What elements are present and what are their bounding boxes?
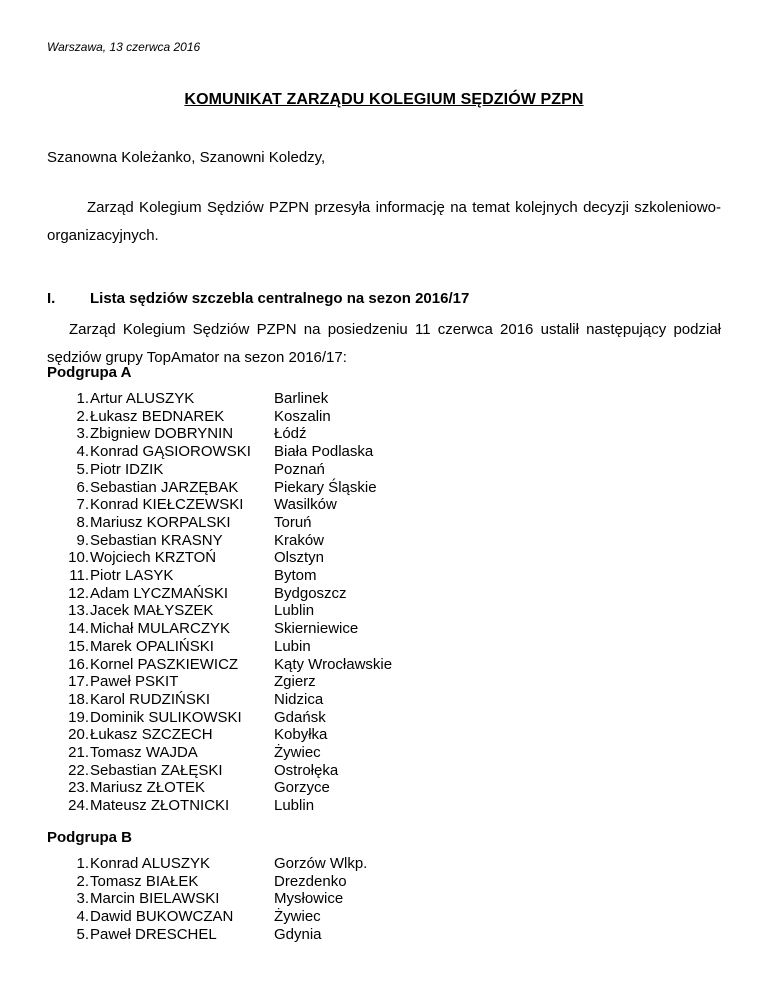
list-item-number: 19. [68,708,89,726]
referee-city: Piekary Śląskie [274,478,377,496]
referee-list-item [47,496,392,514]
referee-list-item [47,673,392,691]
section-number: I. [47,290,56,307]
list-item-number: 3. [76,425,89,443]
referee-list-item [47,514,392,532]
list-item-number: 7. [76,496,89,514]
referee-name: Paweł DRESCHEL [90,925,217,943]
referee-city: Olsztyn [274,549,325,567]
referee-city: Bydgoszcz [274,584,347,602]
referee-city: Koszalin [274,407,331,425]
referee-list-item [47,726,392,744]
referee-city: Żywiec [274,744,321,762]
referee-name: Łukasz SZCZECH [90,726,213,744]
greeting: Szanowna Koleżanko, Szanowni Koledzy, [47,149,326,166]
referee-name: Artur ALUSZYK [90,390,195,407]
referee-list-item [47,744,392,762]
list-item-number: 10. [68,549,89,567]
list-item-number: 12. [68,584,89,602]
list-item-number: 22. [68,761,89,779]
referee-name: Adam LYCZMAŃSKI [90,584,229,602]
referee-name: Konrad GĄSIOROWSKI [90,443,251,461]
referee-list-item [47,762,392,780]
referee-name: Łukasz BEDNAREK [90,407,225,425]
referee-list-item [47,425,392,443]
referee-city: Nidzica [274,690,324,708]
referee-name: Konrad ALUSZYK [90,855,211,872]
referee-city: Gorzów Wlkp. [274,855,368,872]
subgroup-b-list [47,855,367,944]
referee-city: Kraków [274,531,325,549]
referee-name: Marek OPALIŃSKI [90,637,214,655]
referee-name: Michał MULARCZYK [90,620,231,638]
list-item-number: 4. [76,908,89,926]
list-item-number: 1. [76,390,89,407]
list-item-number: 6. [76,478,89,496]
referee-city: Skierniewice [274,620,359,638]
section-heading [47,290,727,307]
referee-list-item [47,479,392,497]
referee-city: Zgierz [274,673,316,691]
referee-list-item [47,926,367,944]
referee-city: Lubin [274,637,311,655]
intro-paragraph: Zarząd Kolegium Sędziów PZPN przesyła informację na temat kolejnych decyzji szkoleniowo-organizacyjnych. [47,199,721,244]
list-item-number: 18. [68,690,89,708]
referee-list-item [47,797,392,815]
referee-city: Lublin [274,602,315,620]
list-item-number: 21. [68,744,89,762]
referee-city: Toruń [274,513,312,531]
referee-list-item [47,656,392,674]
referee-name: Dominik SULIKOWSKI [90,708,242,726]
referee-city: Lublin [274,797,315,815]
referee-list-item [47,638,392,656]
referee-list-item [47,585,392,603]
list-item-number: 13. [68,602,89,620]
referee-list-item [47,408,392,426]
referee-city: Łódź [274,425,307,443]
referee-name: Marcin BIELAWSKI [90,890,220,908]
list-item-number: 17. [68,673,89,691]
referee-city: Barlinek [274,390,329,407]
referee-list-item [47,443,392,461]
referee-city: Biała Podlaska [274,443,374,461]
list-item-number: 5. [76,925,89,943]
referee-list-item [47,461,392,479]
referee-city: Ostrołęka [274,761,339,779]
referee-list-item [47,855,367,873]
referee-name: Sebastian JARZĘBAK [90,478,239,496]
referee-list-item [47,602,392,620]
list-item-number: 24. [68,797,89,815]
list-item-number: 9. [76,531,89,549]
list-item-number: 2. [76,407,89,425]
referee-city: Drezdenko [274,872,347,890]
referee-name: Mateusz ZŁOTNICKI [90,797,230,815]
list-item-number: 4. [76,443,89,461]
referee-city: Żywiec [274,908,321,926]
list-item-number: 8. [76,513,89,531]
referee-name: Dawid BUKOWCZAN [90,908,234,926]
list-item-number: 2. [76,872,89,890]
referee-list-item [47,691,392,709]
referee-city: Wasilków [274,496,337,514]
referee-city: Poznań [274,460,325,478]
referee-list-item [47,873,367,891]
list-item-number: 16. [68,655,89,673]
list-item-number: 14. [68,620,89,638]
referee-list-item [47,567,392,585]
referee-name: Piotr LASYK [90,567,174,585]
referee-city: Kąty Wrocławskie [274,655,393,673]
referee-list-item [47,532,392,550]
referee-city: Mysłowice [274,890,344,908]
referee-list-item [47,620,392,638]
referee-city: Gorzyce [274,779,330,797]
list-item-number: 23. [68,779,89,797]
referee-name: Tomasz BIAŁEK [90,872,199,890]
referee-name: Wojciech KRZTOŃ [90,549,217,567]
section-body: Zarząd Kolegium Sędziów PZPN na posiedzeniu 11 czerwca 2016 ustalił następujący podział sędziów grupy TopAmator na sezon 2016/17: [47,321,721,366]
referee-list-item [47,709,392,727]
referee-list-item [47,390,392,408]
list-item-number: 11. [69,567,89,585]
referee-name: Kornel PASZKIEWICZ [90,655,239,673]
list-item-number: 3. [76,890,89,908]
referee-name: Paweł PSKIT [90,673,179,691]
list-item-number: 15. [68,637,89,655]
document-title: KOMUNIKAT ZARZĄDU KOLEGIUM SĘDZIÓW PZPN [184,91,584,108]
list-item-number: 5. [76,460,89,478]
referee-name: Piotr IDZIK [90,460,164,478]
subgroup-b-title: Podgrupa B [47,829,132,846]
referee-list-item [47,908,367,926]
referee-list-item [47,890,367,908]
list-item-number: 1. [76,855,89,872]
referee-name: Sebastian KRASNY [90,531,223,549]
referee-name: Tomasz WAJDA [90,744,198,762]
subgroup-a-list [47,390,392,815]
referee-list-item [47,779,392,797]
section-title: Lista sędziów szczebla centralnego na sezon 2016/17 [90,290,470,307]
referee-list-item [47,549,392,567]
referee-name: Konrad KIEŁCZEWSKI [90,496,244,514]
referee-name: Sebastian ZAŁĘSKI [90,761,223,779]
referee-city: Gdynia [274,925,322,943]
referee-city: Kobyłka [274,726,328,744]
referee-city: Bytom [274,567,317,585]
referee-city: Gdańsk [274,708,326,726]
referee-name: Karol RUDZIŃSKI [90,690,211,708]
referee-name: Jacek MAŁYSZEK [90,602,214,620]
referee-name: Mariusz ZŁOTEK [90,779,206,797]
date-line: Warszawa, 13 czerwca 2016 [47,40,201,54]
list-item-number: 20. [68,726,89,744]
referee-name: Mariusz KORPALSKI [90,513,231,531]
referee-name: Zbigniew DOBRYNIN [90,425,234,443]
subgroup-a-title: Podgrupa A [47,364,132,381]
